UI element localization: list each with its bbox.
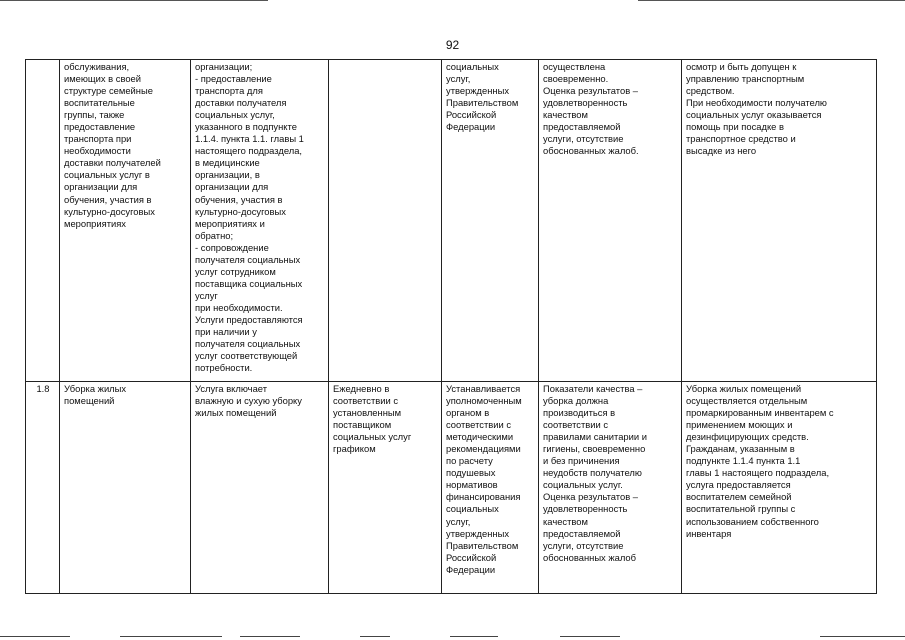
cell-text-line: в медицинские xyxy=(195,157,260,169)
cell-text-line: Российской xyxy=(446,109,497,121)
cell-text-line: осуществлена xyxy=(543,61,606,72)
cell-text-line: Федерации xyxy=(446,563,496,575)
cell-text-line: Правительством xyxy=(446,97,519,109)
cell-text-line: настоящего подраздела, xyxy=(195,145,303,157)
cell-text-line: применением моющих и xyxy=(686,419,793,431)
cell-text-line: предоставление xyxy=(64,121,136,133)
cell-text-line: услуг, xyxy=(446,515,471,527)
cell-text-line: Устанавливается xyxy=(446,383,521,394)
cell-text-line: уборка должна xyxy=(543,395,609,407)
cell-text-line: Федерации xyxy=(446,121,496,133)
cell-text-line: услуг, xyxy=(446,73,471,85)
cell-text-line: Показатели качества – xyxy=(543,383,643,394)
cell-text-line: соответствии с xyxy=(543,419,609,431)
cell-text-line: соответствии с xyxy=(333,395,399,407)
cell-text-line: услуги, отсутствие xyxy=(543,539,624,551)
cell-text-line: услуги, отсутствие xyxy=(543,133,624,145)
cell-text-line: организации для xyxy=(64,181,138,193)
cell-text-line: производиться в xyxy=(543,407,616,419)
cell-text-line: жилых помещений xyxy=(195,407,277,419)
cell-text-line: услуг соответствующей xyxy=(195,350,298,362)
cell-text-line: услуг сотрудником xyxy=(195,265,276,277)
cell-number xyxy=(26,60,60,382)
cell-quality xyxy=(539,60,682,382)
table-row xyxy=(26,60,877,382)
cell-text-line: мероприятиях и xyxy=(195,217,265,229)
cell-norms xyxy=(442,60,539,382)
cell-text-line: 1.8 xyxy=(36,383,50,394)
cell-text-line: Оценка результатов – xyxy=(543,85,638,97)
cell-service-content xyxy=(191,60,329,382)
cell-text-line: Правительством xyxy=(446,539,519,551)
cell-text-line: соответствии с xyxy=(446,419,512,431)
bottom-scan-rule xyxy=(820,636,905,637)
cell-text-line: гигиены, своевременно xyxy=(543,443,646,455)
cell-text-line: транспортное средство и xyxy=(686,133,796,145)
cell-text-line: нормативов xyxy=(446,479,498,491)
cell-text-line: - предоставление xyxy=(195,73,272,85)
cell-text-line: осмотр и быть допущен к xyxy=(686,61,797,72)
cell-text-line: высадке из него xyxy=(686,145,757,157)
cell-text-line: обучения, участия в xyxy=(64,193,152,205)
cell-text-line: имеющих в своей xyxy=(64,73,141,85)
cell-text-line: указанного в подпункте xyxy=(195,121,297,133)
cell-text-line: качеством xyxy=(543,515,588,527)
cell-text-line: обоснованных жалоб xyxy=(543,551,636,563)
cell-text-line: предоставляемой xyxy=(543,527,621,539)
table-row xyxy=(26,382,877,594)
cell-text-line: Ежедневно в xyxy=(333,383,390,394)
cell-text-line: своевременно. xyxy=(543,73,609,85)
cell-text-line: поставщиком xyxy=(333,419,392,431)
cell-text-line: При необходимости получателю xyxy=(686,97,827,109)
cell-text-line: финансирования xyxy=(446,491,521,503)
cell-text-line: Уборка жилых xyxy=(64,383,127,394)
cell-text-line: качеством xyxy=(543,109,588,121)
cell-text-line: управлению транспортным xyxy=(686,73,805,85)
cell-text-line: средством. xyxy=(686,85,735,97)
cell-text-line: структуре семейные xyxy=(64,85,153,97)
bottom-scan-rule xyxy=(450,636,498,637)
cell-text-line: неудобств получателю xyxy=(543,467,642,479)
cell-text-line: социальных услуг. xyxy=(543,479,623,491)
page-number: 92 xyxy=(445,38,460,52)
cell-text-line: группы, также xyxy=(64,109,125,121)
cell-text-line: культурно-досуговых xyxy=(195,205,286,217)
cell-number xyxy=(26,382,60,594)
cell-text-line: Уборка жилых помещений xyxy=(686,383,802,394)
cell-text-line: доставки получателя xyxy=(195,97,287,109)
cell-text-line: Гражданам, указанным в xyxy=(686,443,795,455)
cell-text-line: рекомендациями xyxy=(446,443,521,455)
cell-text-line: удовлетворенность xyxy=(543,503,628,515)
cell-text-line: инвентаря xyxy=(686,527,732,539)
cell-text-line: организации для xyxy=(195,181,269,193)
cell-text-line: подушевых xyxy=(446,467,496,479)
cell-text-line: Оценка результатов – xyxy=(543,491,638,503)
cell-text-line: доставки получателей xyxy=(64,157,161,169)
cell-text-line: - сопровождение xyxy=(195,241,269,253)
cell-text-line: уполномоченным xyxy=(446,395,522,407)
cell-text-line: обучения, участия в xyxy=(195,193,283,205)
cell-text-line: утвержденных xyxy=(446,527,510,539)
top-scan-rule-right xyxy=(638,0,905,1)
cell-text-line: социальных услуг xyxy=(333,431,412,443)
cell-service-content xyxy=(191,382,329,594)
cell-text-line: услуг xyxy=(195,289,218,301)
cell-conditions xyxy=(682,382,877,594)
cell-text-line: подпункте 1.1.4 пункта 1.1 xyxy=(686,455,801,467)
cell-text-line: осуществляется отдельным xyxy=(686,395,808,407)
cell-text-line: социальных услуг в xyxy=(64,169,150,181)
cell-text-line: обслуживания, xyxy=(64,61,130,72)
cell-text-line: воспитательные xyxy=(64,97,135,109)
cell-text-line: социальных услуг, xyxy=(195,109,275,121)
cell-text-line: необходимости xyxy=(64,145,131,157)
cell-text-line: воспитательной группы с xyxy=(686,503,796,515)
top-scan-rule-left xyxy=(0,0,268,1)
cell-service-name xyxy=(60,382,191,594)
cell-text-line: помещений xyxy=(64,395,115,407)
cell-text-line: получателя социальных xyxy=(195,338,301,350)
cell-text-line: 1.1.4. пункта 1.1. главы 1 xyxy=(195,133,304,145)
cell-text-line: органом в xyxy=(446,407,490,419)
cell-text-line: при наличии у xyxy=(195,326,257,338)
cell-text-line: обратно; xyxy=(195,229,234,241)
cell-text-line: культурно-досуговых xyxy=(64,205,155,217)
cell-service-name xyxy=(60,60,191,382)
cell-text-line: организации; xyxy=(195,61,253,72)
cell-norms xyxy=(442,382,539,594)
cell-text-line: поставщика социальных xyxy=(195,277,303,289)
cell-timing xyxy=(329,60,442,382)
cell-text-line: воспитателем семейной xyxy=(686,491,792,503)
cell-text-line: при необходимости. xyxy=(195,301,283,313)
cell-text-line: по расчету xyxy=(446,455,493,467)
cell-text-line: Российской xyxy=(446,551,497,563)
bottom-scan-rule xyxy=(0,636,70,637)
cell-text-line: промаркированным инвентарем с xyxy=(686,407,834,419)
services-table xyxy=(25,59,877,594)
cell-timing xyxy=(329,382,442,594)
cell-text-line: удовлетворенность xyxy=(543,97,628,109)
cell-text-line: получателя социальных xyxy=(195,253,301,265)
cell-text-line: социальных xyxy=(446,61,499,72)
cell-text-line: и без причинения xyxy=(543,455,620,467)
cell-text-line: потребности. xyxy=(195,362,253,374)
cell-text-line: социальных xyxy=(446,503,499,515)
cell-text-line: графиком xyxy=(333,443,376,455)
cell-text-line: транспорта при xyxy=(64,133,132,145)
cell-text-line: главы 1 настоящего подраздела, xyxy=(686,467,830,479)
cell-text-line: услуга предоставляется xyxy=(686,479,791,491)
cell-text-line: социальных услуг оказывается xyxy=(686,109,822,121)
cell-text-line: организации, в xyxy=(195,169,260,181)
bottom-scan-rule xyxy=(120,636,222,637)
cell-text-line: помощь при посадке в xyxy=(686,121,784,133)
cell-quality xyxy=(539,382,682,594)
cell-text-line: мероприятиях xyxy=(64,217,126,229)
cell-text-line: Услуга включает xyxy=(195,383,267,394)
cell-text-line: обоснованных жалоб. xyxy=(543,145,639,157)
cell-text-line: Услуги предоставляются xyxy=(195,313,303,325)
cell-text-line: влажную и сухую уборку xyxy=(195,395,302,407)
bottom-scan-rule xyxy=(560,636,620,637)
cell-text-line: установленным xyxy=(333,407,402,419)
cell-text-line: методическими xyxy=(446,431,514,443)
cell-text-line: транспорта для xyxy=(195,85,263,97)
cell-text-line: утвержденных xyxy=(446,85,510,97)
cell-text-line: дезинфицирующих средств. xyxy=(686,431,809,443)
cell-text-line: предоставляемой xyxy=(543,121,621,133)
bottom-scan-rule xyxy=(360,636,390,637)
bottom-scan-rule xyxy=(240,636,300,637)
cell-text-line: правилами санитарии и xyxy=(543,431,647,443)
cell-conditions xyxy=(682,60,877,382)
cell-text-line: использованием собственного xyxy=(686,515,819,527)
